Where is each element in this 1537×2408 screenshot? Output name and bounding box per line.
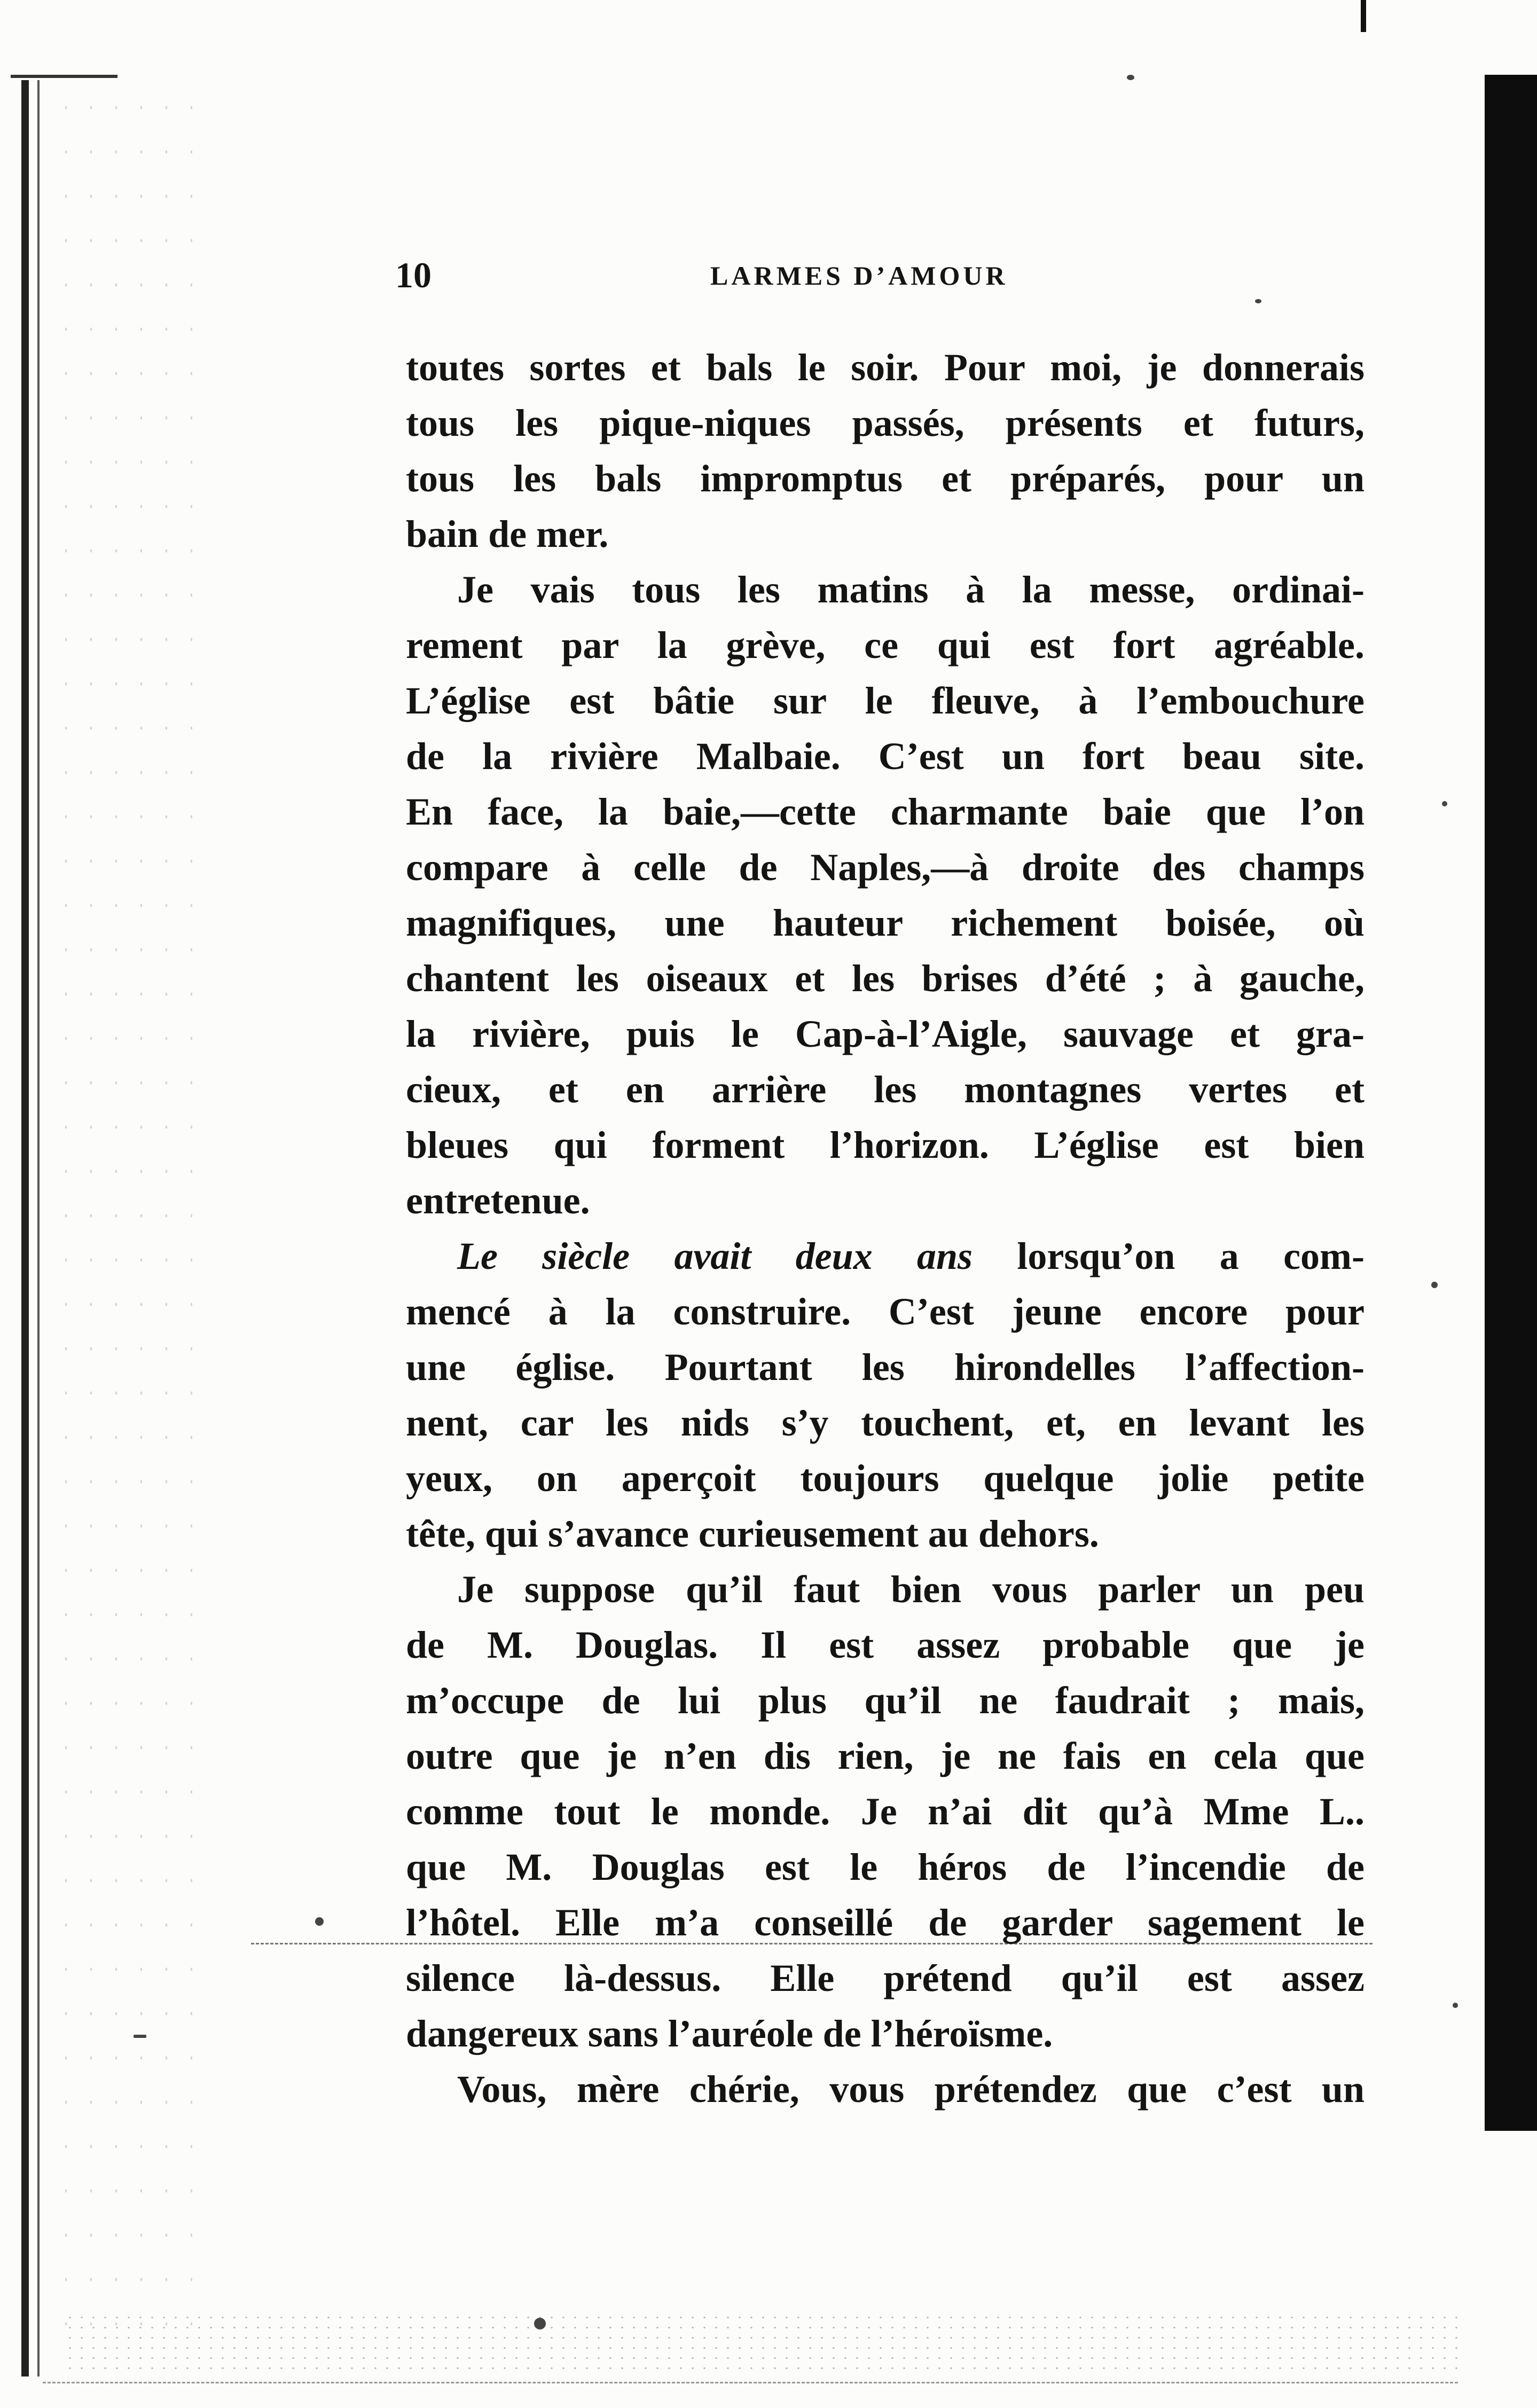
text-line (406, 1506, 1365, 1562)
binding-top-edge (11, 75, 117, 78)
line-text: dangereux sans l’auréole de l’héroïsme. (406, 2012, 1053, 2055)
text-line (406, 2006, 1365, 2061)
scan-artifact-dashed-line-bottom (43, 2382, 1458, 2383)
text-line (406, 1784, 1365, 1839)
line-text: tête, qui s’avance curieusement au dehors. (406, 1512, 1099, 1555)
scan-corner-mark (1361, 0, 1366, 32)
body-text (406, 340, 1365, 2117)
line-text: outre que je n’en dis rien, je ne fais en cela que (406, 1735, 1365, 1777)
scan-speck (1442, 801, 1447, 806)
text-line (406, 1450, 1365, 1506)
text-line (406, 1339, 1365, 1395)
text-line (406, 1562, 1365, 1617)
text-line (406, 1173, 1365, 1228)
line-text: magnifiques, une hauteur richement boisée, où (406, 901, 1365, 944)
text-line (406, 617, 1365, 673)
scan-noise-left (53, 85, 192, 2328)
text-line (406, 395, 1365, 451)
line-text: tous les pique-niques passés, présents et futurs, (406, 402, 1365, 444)
line-text: rement par la grève, ce qui est fort agréable. (406, 624, 1365, 666)
running-title: LARMES D’AMOUR (710, 261, 1008, 291)
scan-speck (1127, 75, 1134, 80)
line-text: Je vais tous les matins à la messe, ordinai- (457, 568, 1365, 611)
line-text: entretenue. (406, 1179, 590, 1222)
line-text: m’occupe de lui plus qu’il ne faudrait ; mais, (406, 1679, 1365, 1722)
text-line (406, 1617, 1365, 1673)
line-text: silence là-dessus. Elle prétend qu’il est assez (406, 1957, 1365, 1999)
line-text: En face, la baie,—cette charmante baie que l’on (406, 790, 1365, 833)
line-text: la rivière, puis le Cap-à-l’Aigle, sauvage et gra- (406, 1013, 1365, 1055)
scan-speck (1255, 299, 1261, 303)
text-line (406, 1673, 1365, 1728)
text-line (406, 1950, 1365, 2006)
text-line (406, 1117, 1365, 1173)
text-line (406, 1839, 1365, 1895)
scan-speck (1453, 2003, 1458, 2008)
running-header (395, 251, 1378, 299)
binding-left-edge-inner (37, 80, 40, 2376)
line-text: que M. Douglas est le héros de l’incendie de (406, 1846, 1365, 1888)
text-line (406, 451, 1365, 506)
text-line (406, 673, 1365, 728)
line-text: tous les bals impromptus et préparés, pour un (406, 457, 1365, 500)
text-line (406, 1895, 1365, 1950)
line-text: nent, car les nids s’y touchent, et, en levant les (406, 1401, 1365, 1444)
text-line (406, 728, 1365, 784)
text-line (406, 1284, 1365, 1339)
line-text: l’hôtel. Elle m’a conseillé de garder sagement le (406, 1901, 1365, 1944)
line-text: yeux, on aperçoit toujours quelque jolie petite (406, 1457, 1365, 1500)
line-text: lorsqu’on a com- (973, 1235, 1365, 1277)
text-line (406, 1006, 1365, 1062)
scan-speck (134, 2035, 146, 2038)
scan-noise-bottom (64, 2312, 1463, 2371)
text-line (406, 1728, 1365, 1784)
line-text: Vous, mère chérie, vous prétendez que c’est un (457, 2068, 1365, 2111)
line-text: comme tout le monde. Je n’ai dit qu’à Mme L.. (406, 1790, 1365, 1833)
text-line (406, 506, 1365, 562)
scan-speck (1431, 1282, 1438, 1288)
line-text: mencé à la construire. C’est jeune encore pour (406, 1290, 1365, 1333)
line-text: de M. Douglas. Il est assez probable que je (406, 1623, 1365, 1666)
line-text: compare à celle de Naples,—à droite des champs (406, 846, 1365, 889)
line-text: Je suppose qu’il faut bien vous parler un peu (457, 1568, 1365, 1611)
line-text: toutes sortes et bals le soir. Pour moi, je donnerais (406, 346, 1365, 389)
text-line (406, 1228, 1365, 1284)
text-line (406, 562, 1365, 617)
scan-right-dark-edge (1485, 75, 1537, 2131)
line-text: bain de mer. (406, 513, 609, 555)
line-text: chantent les oiseaux et les brises d’été ; à gauche, (406, 957, 1365, 1000)
italic-phrase: Le siècle avait deux ans (457, 1235, 973, 1277)
binding-left-edge (21, 80, 29, 2376)
text-line (406, 1062, 1365, 1117)
line-text: de la rivière Malbaie. C’est un fort beau site. (406, 735, 1365, 778)
text-line (406, 2061, 1365, 2117)
line-text: cieux, et en arrière les montagnes vertes et (406, 1068, 1365, 1111)
text-line (406, 840, 1365, 895)
scan-speck (315, 1917, 324, 1926)
line-text: bleues qui forment l’horizon. L’église est bien (406, 1124, 1365, 1166)
page-number: 10 (395, 255, 432, 295)
text-line (406, 784, 1365, 840)
text-line (406, 951, 1365, 1006)
line-text: L’église est bâtie sur le fleuve, à l’embouchure (406, 679, 1365, 722)
text-line (406, 1395, 1365, 1450)
scan-speck (534, 2318, 546, 2329)
line-text: une église. Pourtant les hirondelles l’affection- (406, 1346, 1365, 1389)
text-line (406, 895, 1365, 951)
text-line (406, 340, 1365, 395)
